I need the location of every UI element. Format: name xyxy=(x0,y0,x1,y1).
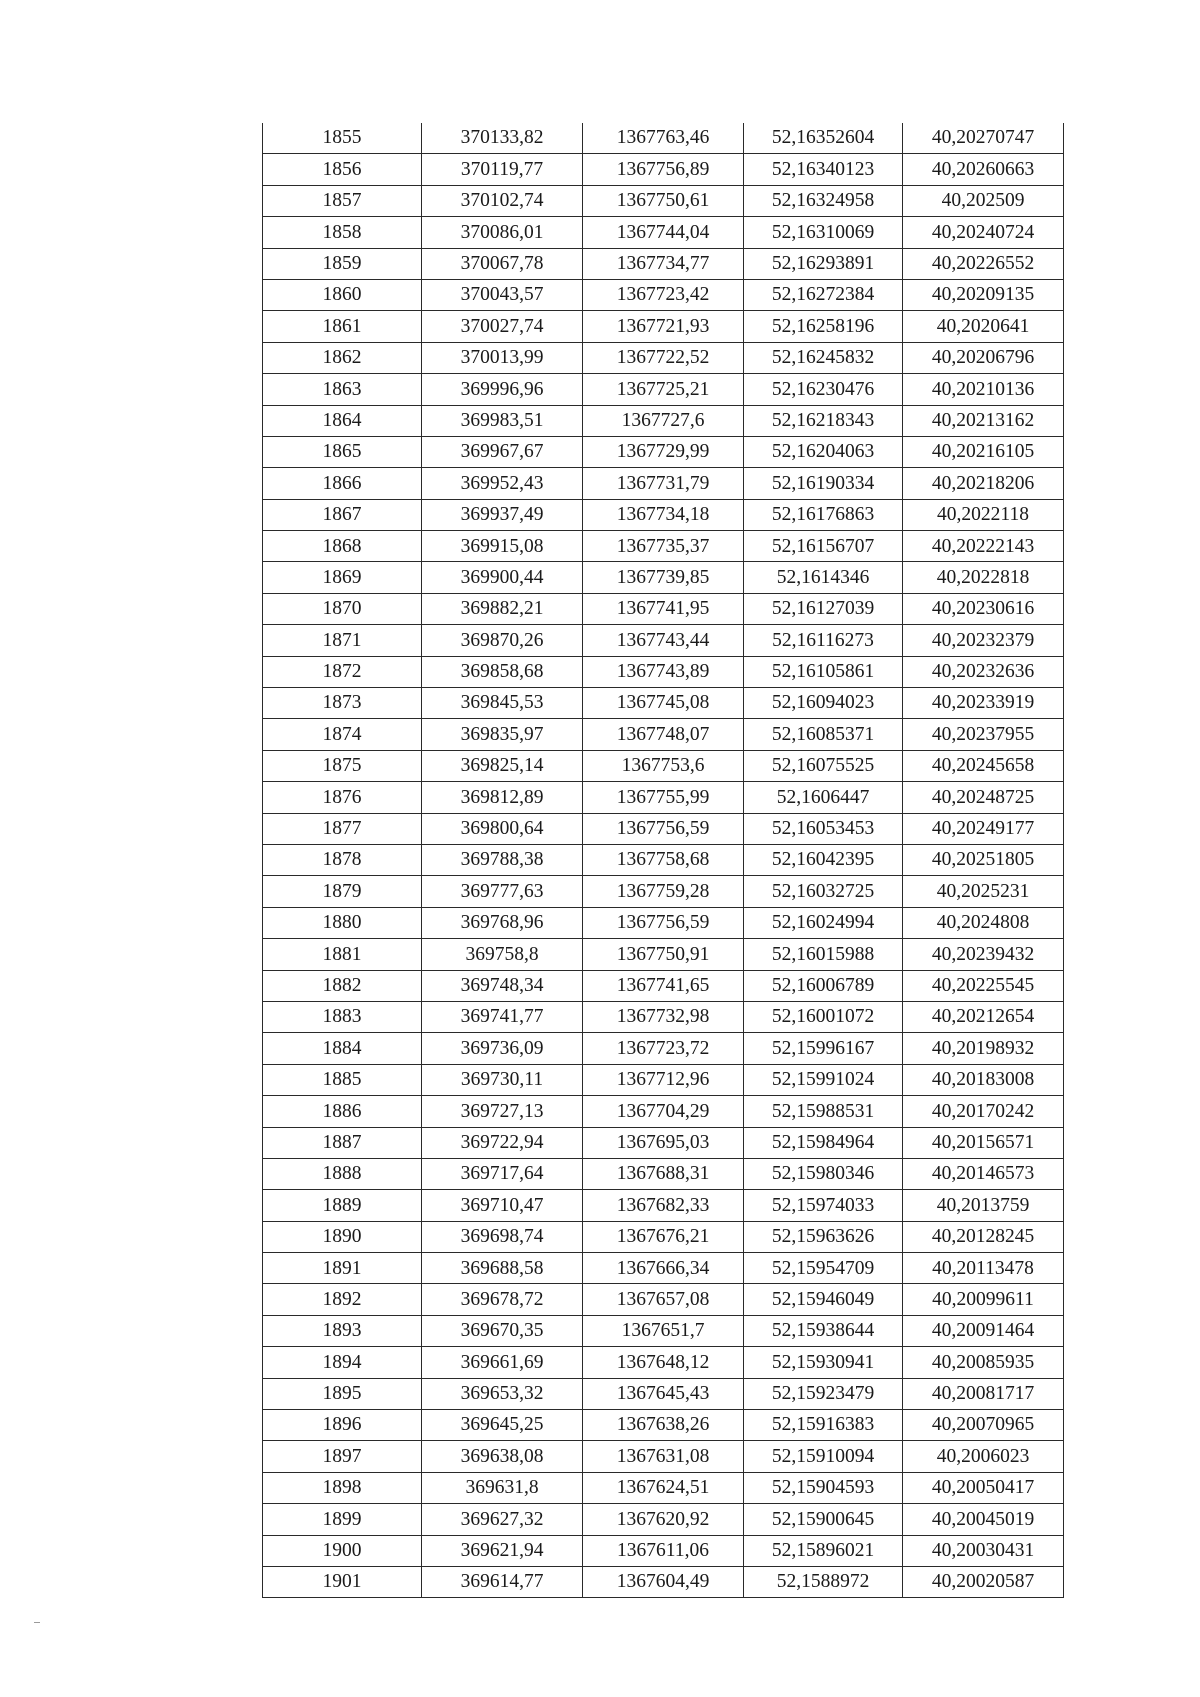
y-coordinate-cell: 1367725,21 xyxy=(583,374,744,405)
latitude-cell: 52,16293891 xyxy=(744,248,903,279)
longitude-cell: 40,20030431 xyxy=(903,1535,1064,1566)
longitude-cell: 40,20248725 xyxy=(903,782,1064,813)
point-number-cell: 1898 xyxy=(263,1472,422,1503)
x-coordinate-cell: 369870,26 xyxy=(422,625,583,656)
table-row xyxy=(263,1127,1064,1158)
y-coordinate-cell: 1367734,18 xyxy=(583,499,744,530)
x-coordinate-cell: 369736,09 xyxy=(422,1033,583,1064)
point-number-cell: 1885 xyxy=(263,1064,422,1095)
point-number-cell: 1887 xyxy=(263,1127,422,1158)
longitude-cell: 40,20070965 xyxy=(903,1410,1064,1441)
table-row xyxy=(263,1504,1064,1535)
x-coordinate-cell: 369882,21 xyxy=(422,593,583,624)
latitude-cell: 52,15923479 xyxy=(744,1378,903,1409)
point-number-cell: 1870 xyxy=(263,593,422,624)
x-coordinate-cell: 369835,97 xyxy=(422,719,583,750)
x-coordinate-cell: 369845,53 xyxy=(422,688,583,719)
table-row xyxy=(263,1096,1064,1127)
y-coordinate-cell: 1367723,42 xyxy=(583,279,744,310)
latitude-cell: 52,16001072 xyxy=(744,1001,903,1032)
point-number-cell: 1897 xyxy=(263,1441,422,1472)
latitude-cell: 52,16105861 xyxy=(744,656,903,687)
table-row xyxy=(263,562,1064,593)
y-coordinate-cell: 1367748,07 xyxy=(583,719,744,750)
longitude-cell: 40,202509 xyxy=(903,185,1064,216)
table-row xyxy=(263,656,1064,687)
longitude-cell: 40,2013759 xyxy=(903,1190,1064,1221)
longitude-cell: 40,20233919 xyxy=(903,688,1064,719)
y-coordinate-cell: 1367648,12 xyxy=(583,1347,744,1378)
table-row xyxy=(263,279,1064,310)
y-coordinate-cell: 1367620,92 xyxy=(583,1504,744,1535)
latitude-cell: 52,15996167 xyxy=(744,1033,903,1064)
table-row xyxy=(263,1410,1064,1441)
point-number-cell: 1861 xyxy=(263,311,422,342)
longitude-cell: 40,20156571 xyxy=(903,1127,1064,1158)
latitude-cell: 52,16075525 xyxy=(744,750,903,781)
table-row xyxy=(263,1001,1064,1032)
point-number-cell: 1881 xyxy=(263,939,422,970)
x-coordinate-cell: 369638,08 xyxy=(422,1441,583,1472)
y-coordinate-cell: 1367741,95 xyxy=(583,593,744,624)
longitude-cell: 40,20183008 xyxy=(903,1064,1064,1095)
latitude-cell: 52,16015988 xyxy=(744,939,903,970)
latitude-cell: 52,16340123 xyxy=(744,154,903,185)
latitude-cell: 52,16352604 xyxy=(744,123,903,154)
latitude-cell: 52,16272384 xyxy=(744,279,903,310)
point-number-cell: 1893 xyxy=(263,1315,422,1346)
point-number-cell: 1883 xyxy=(263,1001,422,1032)
latitude-cell: 52,15904593 xyxy=(744,1472,903,1503)
y-coordinate-cell: 1367704,29 xyxy=(583,1096,744,1127)
y-coordinate-cell: 1367755,99 xyxy=(583,782,744,813)
longitude-cell: 40,20226552 xyxy=(903,248,1064,279)
longitude-cell: 40,20232379 xyxy=(903,625,1064,656)
longitude-cell: 40,20216105 xyxy=(903,436,1064,467)
table-row xyxy=(263,405,1064,436)
x-coordinate-cell: 369952,43 xyxy=(422,468,583,499)
table-row xyxy=(263,1221,1064,1252)
table-row xyxy=(263,436,1064,467)
latitude-cell: 52,16094023 xyxy=(744,688,903,719)
latitude-cell: 52,1606447 xyxy=(744,782,903,813)
x-coordinate-cell: 369768,96 xyxy=(422,907,583,938)
table-row xyxy=(263,1284,1064,1315)
longitude-cell: 40,20170242 xyxy=(903,1096,1064,1127)
latitude-cell: 52,15938644 xyxy=(744,1315,903,1346)
x-coordinate-cell: 370102,74 xyxy=(422,185,583,216)
y-coordinate-cell: 1367750,91 xyxy=(583,939,744,970)
longitude-cell: 40,20230616 xyxy=(903,593,1064,624)
latitude-cell: 52,16190334 xyxy=(744,468,903,499)
latitude-cell: 52,15896021 xyxy=(744,1535,903,1566)
x-coordinate-cell: 369688,58 xyxy=(422,1253,583,1284)
y-coordinate-cell: 1367741,65 xyxy=(583,970,744,1001)
latitude-cell: 52,16085371 xyxy=(744,719,903,750)
y-coordinate-cell: 1367731,79 xyxy=(583,468,744,499)
latitude-cell: 52,15974033 xyxy=(744,1190,903,1221)
point-number-cell: 1874 xyxy=(263,719,422,750)
y-coordinate-cell: 1367722,52 xyxy=(583,342,744,373)
longitude-cell: 40,20209135 xyxy=(903,279,1064,310)
x-coordinate-cell: 369678,72 xyxy=(422,1284,583,1315)
x-coordinate-cell: 369741,77 xyxy=(422,1001,583,1032)
x-coordinate-cell: 369748,34 xyxy=(422,970,583,1001)
x-coordinate-cell: 369614,77 xyxy=(422,1566,583,1597)
x-coordinate-cell: 369730,11 xyxy=(422,1064,583,1095)
y-coordinate-cell: 1367732,98 xyxy=(583,1001,744,1032)
y-coordinate-cell: 1367676,21 xyxy=(583,1221,744,1252)
y-coordinate-cell: 1367712,96 xyxy=(583,1064,744,1095)
point-number-cell: 1891 xyxy=(263,1253,422,1284)
latitude-cell: 52,16258196 xyxy=(744,311,903,342)
latitude-cell: 52,16310069 xyxy=(744,217,903,248)
point-number-cell: 1856 xyxy=(263,154,422,185)
point-number-cell: 1882 xyxy=(263,970,422,1001)
table-row xyxy=(263,625,1064,656)
longitude-cell: 40,20240724 xyxy=(903,217,1064,248)
latitude-cell: 52,16204063 xyxy=(744,436,903,467)
x-coordinate-cell: 369758,8 xyxy=(422,939,583,970)
point-number-cell: 1877 xyxy=(263,813,422,844)
point-number-cell: 1894 xyxy=(263,1347,422,1378)
point-number-cell: 1896 xyxy=(263,1410,422,1441)
x-coordinate-cell: 369621,94 xyxy=(422,1535,583,1566)
y-coordinate-cell: 1367744,04 xyxy=(583,217,744,248)
point-number-cell: 1890 xyxy=(263,1221,422,1252)
x-coordinate-cell: 369710,47 xyxy=(422,1190,583,1221)
y-coordinate-cell: 1367631,08 xyxy=(583,1441,744,1472)
latitude-cell: 52,16053453 xyxy=(744,813,903,844)
table-row xyxy=(263,907,1064,938)
table-row xyxy=(263,1190,1064,1221)
table-row xyxy=(263,593,1064,624)
table-row xyxy=(263,1472,1064,1503)
y-coordinate-cell: 1367729,99 xyxy=(583,436,744,467)
latitude-cell: 52,16024994 xyxy=(744,907,903,938)
longitude-cell: 40,20270747 xyxy=(903,123,1064,154)
x-coordinate-cell: 369800,64 xyxy=(422,813,583,844)
table-row xyxy=(263,531,1064,562)
point-number-cell: 1869 xyxy=(263,562,422,593)
x-coordinate-cell: 369825,14 xyxy=(422,750,583,781)
x-coordinate-cell: 370119,77 xyxy=(422,154,583,185)
table-row xyxy=(263,154,1064,185)
longitude-cell: 40,20249177 xyxy=(903,813,1064,844)
table-row xyxy=(263,1566,1064,1597)
table-row xyxy=(263,970,1064,1001)
x-coordinate-cell: 369788,38 xyxy=(422,844,583,875)
latitude-cell: 52,15954709 xyxy=(744,1253,903,1284)
table-row xyxy=(263,1033,1064,1064)
x-coordinate-cell: 370043,57 xyxy=(422,279,583,310)
latitude-cell: 52,16156707 xyxy=(744,531,903,562)
point-number-cell: 1857 xyxy=(263,185,422,216)
latitude-cell: 52,15930941 xyxy=(744,1347,903,1378)
longitude-cell: 40,20081717 xyxy=(903,1378,1064,1409)
coordinates-table xyxy=(262,123,1064,1598)
point-number-cell: 1884 xyxy=(263,1033,422,1064)
table-row xyxy=(263,813,1064,844)
y-coordinate-cell: 1367682,33 xyxy=(583,1190,744,1221)
x-coordinate-cell: 370086,01 xyxy=(422,217,583,248)
y-coordinate-cell: 1367756,59 xyxy=(583,907,744,938)
latitude-cell: 52,16042395 xyxy=(744,844,903,875)
point-number-cell: 1865 xyxy=(263,436,422,467)
longitude-cell: 40,2006023 xyxy=(903,1441,1064,1472)
point-number-cell: 1878 xyxy=(263,844,422,875)
point-number-cell: 1864 xyxy=(263,405,422,436)
latitude-cell: 52,16230476 xyxy=(744,374,903,405)
table-row xyxy=(263,782,1064,813)
latitude-cell: 52,15946049 xyxy=(744,1284,903,1315)
y-coordinate-cell: 1367745,08 xyxy=(583,688,744,719)
x-coordinate-cell: 369915,08 xyxy=(422,531,583,562)
longitude-cell: 40,20213162 xyxy=(903,405,1064,436)
point-number-cell: 1875 xyxy=(263,750,422,781)
longitude-cell: 40,20045019 xyxy=(903,1504,1064,1535)
x-coordinate-cell: 369996,96 xyxy=(422,374,583,405)
x-coordinate-cell: 369698,74 xyxy=(422,1221,583,1252)
point-number-cell: 1879 xyxy=(263,876,422,907)
table-row xyxy=(263,688,1064,719)
latitude-cell: 52,16218343 xyxy=(744,405,903,436)
y-coordinate-cell: 1367723,72 xyxy=(583,1033,744,1064)
y-coordinate-cell: 1367721,93 xyxy=(583,311,744,342)
point-number-cell: 1872 xyxy=(263,656,422,687)
latitude-cell: 52,16006789 xyxy=(744,970,903,1001)
x-coordinate-cell: 369900,44 xyxy=(422,562,583,593)
point-number-cell: 1892 xyxy=(263,1284,422,1315)
point-number-cell: 1888 xyxy=(263,1158,422,1189)
table-row xyxy=(263,342,1064,373)
table-row xyxy=(263,185,1064,216)
latitude-cell: 52,15900645 xyxy=(744,1504,903,1535)
longitude-cell: 40,20232636 xyxy=(903,656,1064,687)
x-coordinate-cell: 369777,63 xyxy=(422,876,583,907)
y-coordinate-cell: 1367651,7 xyxy=(583,1315,744,1346)
longitude-cell: 40,2024808 xyxy=(903,907,1064,938)
point-number-cell: 1900 xyxy=(263,1535,422,1566)
point-number-cell: 1862 xyxy=(263,342,422,373)
latitude-cell: 52,15963626 xyxy=(744,1221,903,1252)
point-number-cell: 1866 xyxy=(263,468,422,499)
longitude-cell: 40,20260663 xyxy=(903,154,1064,185)
x-coordinate-cell: 369717,64 xyxy=(422,1158,583,1189)
latitude-cell: 52,1614346 xyxy=(744,562,903,593)
point-number-cell: 1860 xyxy=(263,279,422,310)
longitude-cell: 40,2020641 xyxy=(903,311,1064,342)
y-coordinate-cell: 1367611,06 xyxy=(583,1535,744,1566)
longitude-cell: 40,20245658 xyxy=(903,750,1064,781)
longitude-cell: 40,20113478 xyxy=(903,1253,1064,1284)
point-number-cell: 1867 xyxy=(263,499,422,530)
longitude-cell: 40,20091464 xyxy=(903,1315,1064,1346)
y-coordinate-cell: 1367666,34 xyxy=(583,1253,744,1284)
table-row xyxy=(263,217,1064,248)
latitude-cell: 52,1588972 xyxy=(744,1566,903,1597)
latitude-cell: 52,16245832 xyxy=(744,342,903,373)
longitude-cell: 40,20251805 xyxy=(903,844,1064,875)
point-number-cell: 1863 xyxy=(263,374,422,405)
longitude-cell: 40,20237955 xyxy=(903,719,1064,750)
point-number-cell: 1859 xyxy=(263,248,422,279)
latitude-cell: 52,15988531 xyxy=(744,1096,903,1127)
point-number-cell: 1889 xyxy=(263,1190,422,1221)
latitude-cell: 52,16127039 xyxy=(744,593,903,624)
y-coordinate-cell: 1367638,26 xyxy=(583,1410,744,1441)
x-coordinate-cell: 369722,94 xyxy=(422,1127,583,1158)
x-coordinate-cell: 369727,13 xyxy=(422,1096,583,1127)
point-number-cell: 1858 xyxy=(263,217,422,248)
longitude-cell: 40,20128245 xyxy=(903,1221,1064,1252)
longitude-cell: 40,20222143 xyxy=(903,531,1064,562)
point-number-cell: 1868 xyxy=(263,531,422,562)
x-coordinate-cell: 369983,51 xyxy=(422,405,583,436)
y-coordinate-cell: 1367743,89 xyxy=(583,656,744,687)
y-coordinate-cell: 1367695,03 xyxy=(583,1127,744,1158)
table-row xyxy=(263,1441,1064,1472)
x-coordinate-cell: 369812,89 xyxy=(422,782,583,813)
table-row xyxy=(263,1535,1064,1566)
table-row xyxy=(263,468,1064,499)
y-coordinate-cell: 1367645,43 xyxy=(583,1378,744,1409)
x-coordinate-cell: 370067,78 xyxy=(422,248,583,279)
y-coordinate-cell: 1367743,44 xyxy=(583,625,744,656)
x-coordinate-cell: 369937,49 xyxy=(422,499,583,530)
point-number-cell: 1895 xyxy=(263,1378,422,1409)
longitude-cell: 40,20210136 xyxy=(903,374,1064,405)
table-row xyxy=(263,1315,1064,1346)
latitude-cell: 52,16176863 xyxy=(744,499,903,530)
table-row xyxy=(263,374,1064,405)
y-coordinate-cell: 1367688,31 xyxy=(583,1158,744,1189)
table-row xyxy=(263,1347,1064,1378)
y-coordinate-cell: 1367763,46 xyxy=(583,123,744,154)
latitude-cell: 52,15984964 xyxy=(744,1127,903,1158)
point-number-cell: 1855 xyxy=(263,123,422,154)
point-number-cell: 1886 xyxy=(263,1096,422,1127)
y-coordinate-cell: 1367624,51 xyxy=(583,1472,744,1503)
longitude-cell: 40,20050417 xyxy=(903,1472,1064,1503)
latitude-cell: 52,16116273 xyxy=(744,625,903,656)
longitude-cell: 40,20146573 xyxy=(903,1158,1064,1189)
y-coordinate-cell: 1367756,59 xyxy=(583,813,744,844)
longitude-cell: 40,20206796 xyxy=(903,342,1064,373)
y-coordinate-cell: 1367604,49 xyxy=(583,1566,744,1597)
scan-mark xyxy=(34,1622,40,1623)
y-coordinate-cell: 1367734,77 xyxy=(583,248,744,279)
table-body xyxy=(263,123,1064,1598)
point-number-cell: 1876 xyxy=(263,782,422,813)
y-coordinate-cell: 1367657,08 xyxy=(583,1284,744,1315)
table-row xyxy=(263,719,1064,750)
table-row xyxy=(263,311,1064,342)
point-number-cell: 1871 xyxy=(263,625,422,656)
x-coordinate-cell: 369645,25 xyxy=(422,1410,583,1441)
longitude-cell: 40,20212654 xyxy=(903,1001,1064,1032)
latitude-cell: 52,15980346 xyxy=(744,1158,903,1189)
x-coordinate-cell: 370133,82 xyxy=(422,123,583,154)
longitude-cell: 40,20225545 xyxy=(903,970,1064,1001)
table-row xyxy=(263,876,1064,907)
x-coordinate-cell: 369631,8 xyxy=(422,1472,583,1503)
y-coordinate-cell: 1367750,61 xyxy=(583,185,744,216)
y-coordinate-cell: 1367759,28 xyxy=(583,876,744,907)
point-number-cell: 1901 xyxy=(263,1566,422,1597)
y-coordinate-cell: 1367739,85 xyxy=(583,562,744,593)
table-row xyxy=(263,123,1064,154)
y-coordinate-cell: 1367753,6 xyxy=(583,750,744,781)
latitude-cell: 52,15916383 xyxy=(744,1410,903,1441)
longitude-cell: 40,20085935 xyxy=(903,1347,1064,1378)
longitude-cell: 40,2025231 xyxy=(903,876,1064,907)
point-number-cell: 1880 xyxy=(263,907,422,938)
longitude-cell: 40,20020587 xyxy=(903,1566,1064,1597)
table-row xyxy=(263,1378,1064,1409)
table-row xyxy=(263,1253,1064,1284)
longitude-cell: 40,20198932 xyxy=(903,1033,1064,1064)
y-coordinate-cell: 1367756,89 xyxy=(583,154,744,185)
table-row xyxy=(263,1158,1064,1189)
latitude-cell: 52,15910094 xyxy=(744,1441,903,1472)
x-coordinate-cell: 369670,35 xyxy=(422,1315,583,1346)
table-row xyxy=(263,499,1064,530)
x-coordinate-cell: 369858,68 xyxy=(422,656,583,687)
x-coordinate-cell: 369967,67 xyxy=(422,436,583,467)
x-coordinate-cell: 370013,99 xyxy=(422,342,583,373)
latitude-cell: 52,16324958 xyxy=(744,185,903,216)
table-row xyxy=(263,844,1064,875)
table-row xyxy=(263,1064,1064,1095)
table-row xyxy=(263,939,1064,970)
table-row xyxy=(263,248,1064,279)
longitude-cell: 40,2022818 xyxy=(903,562,1064,593)
latitude-cell: 52,15991024 xyxy=(744,1064,903,1095)
table-row xyxy=(263,750,1064,781)
x-coordinate-cell: 369661,69 xyxy=(422,1347,583,1378)
longitude-cell: 40,2022118 xyxy=(903,499,1064,530)
point-number-cell: 1873 xyxy=(263,688,422,719)
y-coordinate-cell: 1367727,6 xyxy=(583,405,744,436)
point-number-cell: 1899 xyxy=(263,1504,422,1535)
y-coordinate-cell: 1367758,68 xyxy=(583,844,744,875)
longitude-cell: 40,20239432 xyxy=(903,939,1064,970)
x-coordinate-cell: 369627,32 xyxy=(422,1504,583,1535)
y-coordinate-cell: 1367735,37 xyxy=(583,531,744,562)
x-coordinate-cell: 369653,32 xyxy=(422,1378,583,1409)
x-coordinate-cell: 370027,74 xyxy=(422,311,583,342)
longitude-cell: 40,20099611 xyxy=(903,1284,1064,1315)
latitude-cell: 52,16032725 xyxy=(744,876,903,907)
longitude-cell: 40,20218206 xyxy=(903,468,1064,499)
